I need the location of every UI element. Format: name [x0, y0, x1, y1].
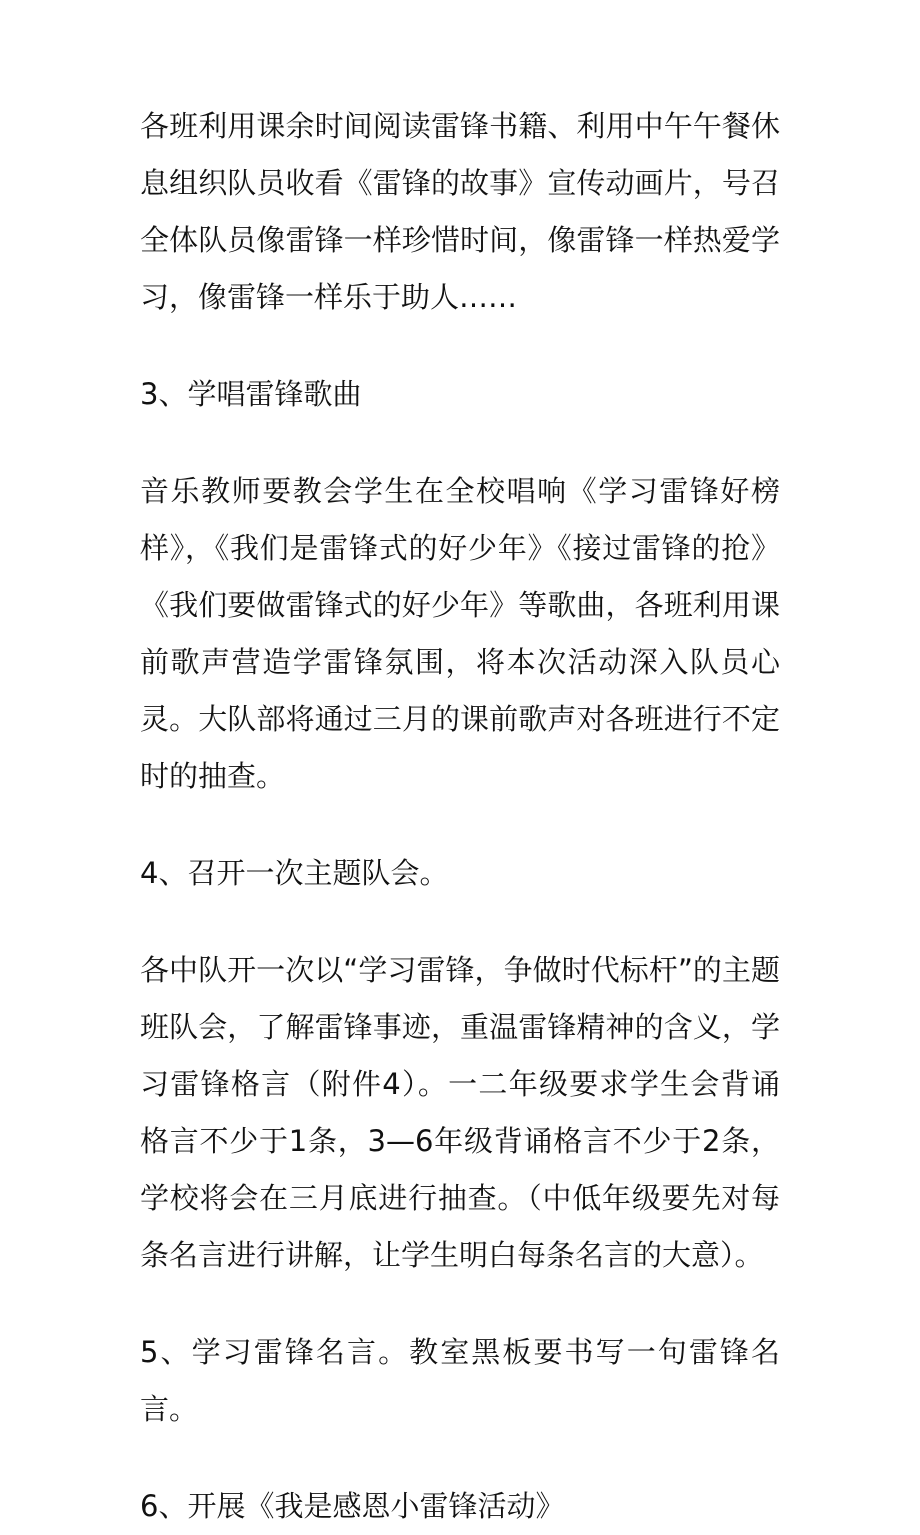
document-body [140, 98, 780, 1535]
paragraph-theme-meeting: 各中队开一次以“学习雷锋，争做时代标杆”的主题班队会，了解雷锋事迹，重温雷锋精神的含义，学习雷锋格言（附件4）。一二年级要求学生会背诵格言不少于1条，3—6年级背诵格言不少于2条，学校将会在三月底进行抽查。（中低年级要先对每条名言进行讲解，让学生明白每条名言的大意）。 [140, 953, 780, 1272]
heading-learn-songs: 3、学唱雷锋歌曲 [140, 377, 362, 411]
heading-learn-quotes: 5、学习雷锋名言。教室黑板要书写一句雷锋名言。 [140, 1335, 780, 1426]
paragraph-reading-activities: 各班利用课余时间阅读雷锋书籍、利用中午午餐休息组织队员收看《雷锋的故事》宣传动画片，号召全体队员像雷锋一样珍惜时间，像雷锋一样热爱学习，像雷锋一样乐于助人…… [140, 109, 780, 314]
heading-theme-meeting: 4、召开一次主题队会。 [140, 856, 449, 890]
paragraph-music-teachers: 音乐教师要教会学生在全校唱响《学习雷锋好榜样》，《我们是雷锋式的好少年》《接过雷锋的抢》《我们要做雷锋式的好少年》等歌曲，各班利用课前歌声营造学雷锋氛围，将本次活动深入队员心灵。大队部将通过三月的课前歌声对各班进行不定时的抽查。 [140, 474, 780, 793]
heading-gratitude-activity: 6、开展《我是感恩小雷锋活动》 [140, 1489, 565, 1523]
